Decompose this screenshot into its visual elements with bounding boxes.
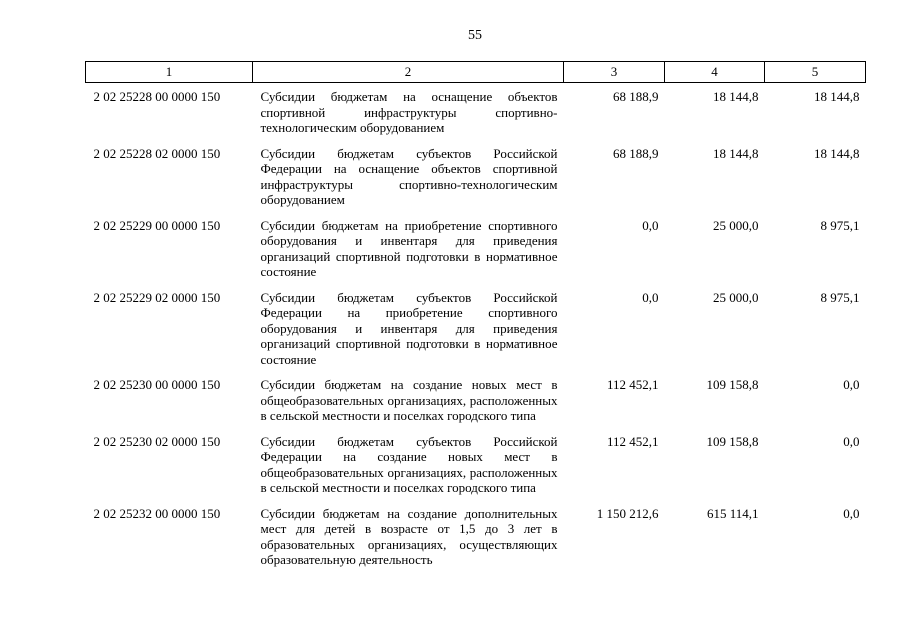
amount-col3: 68 188,9 <box>613 145 659 161</box>
description: Субсидии бюджетам на создание новых мест в общеобразовательных организациях, расположенных в сельской местности и поселках городского типа <box>260 377 558 423</box>
amount-col5: 0,0 <box>843 505 860 521</box>
description: Субсидии бюджетам на приобретение спортивного оборудования и инвентаря для приведения организаций спортивной подготовки в нормативное состояние <box>260 217 558 279</box>
table-row <box>86 83 866 140</box>
amount-col3: 0,0 <box>642 217 659 233</box>
amount-col3: 112 452,1 <box>606 377 659 392</box>
amount-col4: 25 000,0 <box>713 289 759 305</box>
amount-col5: 18 144,8 <box>814 145 860 161</box>
column-header-3: 3 <box>564 62 665 83</box>
column-header-4: 4 <box>665 62 765 83</box>
table-row <box>86 428 866 500</box>
amount-col5: 8 975,1 <box>820 217 860 233</box>
column-header-5: 5 <box>765 62 866 83</box>
budget-code: 2 02 25229 00 0000 150 <box>93 217 221 233</box>
amount-col4: 615 114,1 <box>706 505 759 521</box>
description: Субсидии бюджетам субъектов Российской Федерации на оснащение объектов спортивной инфраструктуры спортивно-технологическим оборудованием <box>260 145 558 207</box>
amount-col5: 18 144,8 <box>814 89 860 104</box>
table-header-row <box>86 62 866 83</box>
page-number: 55 <box>468 28 482 43</box>
amount-col5: 8 975,1 <box>820 289 860 305</box>
table-row <box>86 500 866 572</box>
budget-code: 2 02 25229 02 0000 150 <box>93 289 221 305</box>
description: Субсидии бюджетам субъектов Российской Федерации на создание новых мест в общеобразовательных организациях, расположенных в сельской местности и поселках городского типа <box>260 433 558 495</box>
amount-col4: 25 000,0 <box>713 217 759 233</box>
table-row <box>86 212 866 284</box>
amount-col3: 0,0 <box>642 289 659 305</box>
description: Субсидии бюджетам субъектов Российской Федерации на приобретение спортивного оборудования и инвентаря для приведения организаций спортивной подготовки в нормативное состояние <box>260 289 558 367</box>
amount-col4: 18 144,8 <box>713 89 759 104</box>
budget-code: 2 02 25228 02 0000 150 <box>93 145 221 161</box>
column-header-2: 2 <box>253 62 564 83</box>
amount-col3: 68 188,9 <box>613 89 659 104</box>
amount-col3: 112 452,1 <box>606 433 659 449</box>
column-header-1: 1 <box>86 62 253 83</box>
budget-code: 2 02 25230 00 0000 150 <box>93 377 221 392</box>
description: Субсидии бюджетам на оснащение объектов спортивной инфраструктуры спортивно-технологическим оборудованием <box>260 89 558 135</box>
description: Субсидии бюджетам на создание дополнительных мест для детей в возрасте от 1,5 до 3 лет в образовательных организациях, осуществляющих образовательную деятельность <box>260 505 558 567</box>
table-row <box>86 284 866 372</box>
amount-col5: 0,0 <box>843 377 860 392</box>
amount-col4: 109 158,8 <box>706 377 759 392</box>
amount-col5: 0,0 <box>843 433 860 449</box>
table-row <box>86 140 866 212</box>
budget-code: 2 02 25228 00 0000 150 <box>93 89 221 104</box>
table-row <box>86 371 866 428</box>
budget-code: 2 02 25232 00 0000 150 <box>93 505 221 521</box>
budget-code: 2 02 25230 02 0000 150 <box>93 433 221 449</box>
amount-col4: 18 144,8 <box>713 145 759 161</box>
amount-col4: 109 158,8 <box>706 433 759 449</box>
budget-table <box>85 61 866 572</box>
amount-col3: 1 150 212,6 <box>596 505 659 521</box>
